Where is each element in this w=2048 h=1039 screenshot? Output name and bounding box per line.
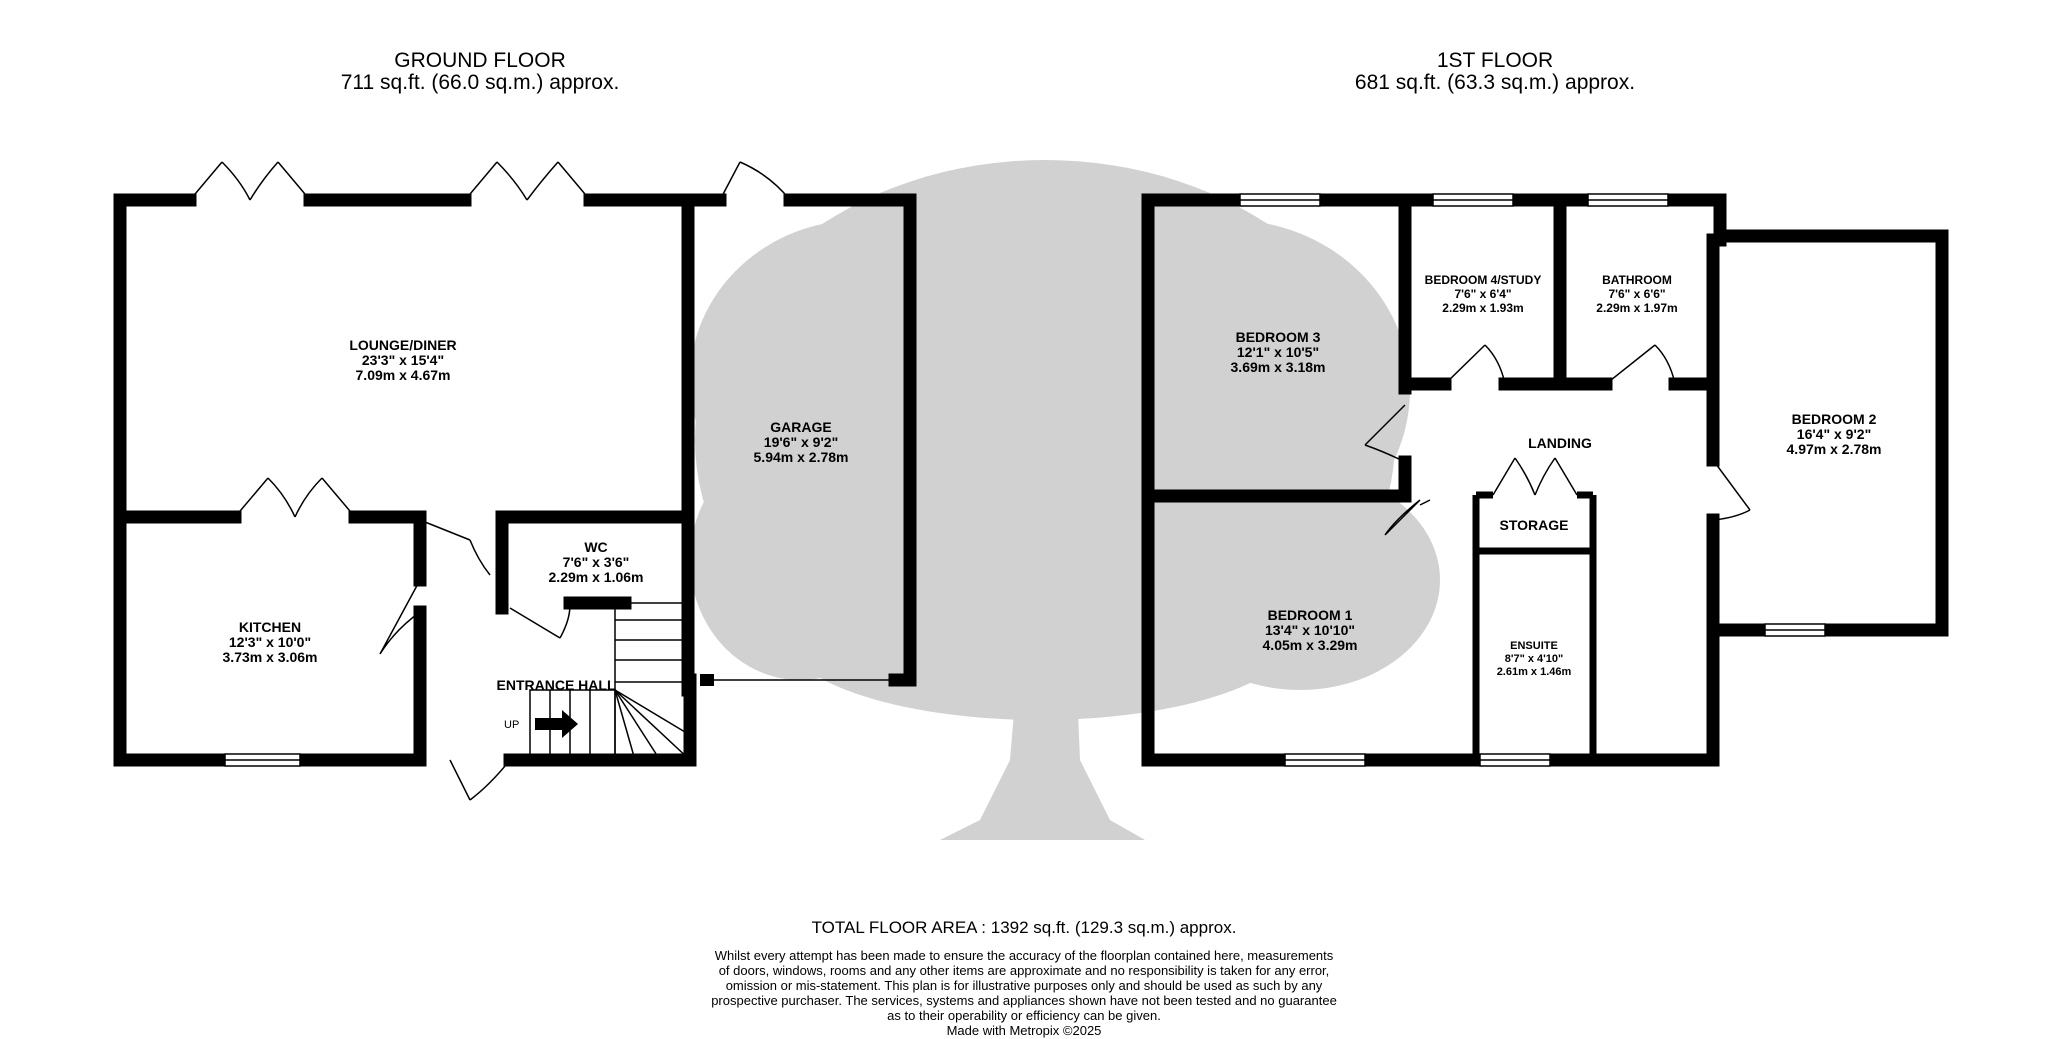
room-bedroom-2 — [1787, 412, 1882, 457]
ground-floor-title: GROUND FLOOR — [394, 49, 566, 72]
room-name: LOUNGE/DINER — [349, 337, 457, 353]
room-name: GARAGE — [770, 419, 832, 435]
room-metric: 4.97m x 2.78m — [1786, 441, 1882, 457]
room-kitchen — [223, 620, 318, 665]
room-bedroom-4-study — [1425, 273, 1542, 315]
room-name: KITCHEN — [238, 619, 302, 635]
room-metric: 2.29m x 1.93m — [1442, 301, 1524, 315]
room-imperial: 7'6" x 6'6" — [1608, 287, 1666, 301]
room-imperial: 12'1" x 10'5" — [1236, 344, 1320, 360]
room-name: BEDROOM 4/STUDY — [1424, 273, 1542, 287]
room-metric: 2.61m x 1.46m — [1496, 666, 1572, 678]
room-metric: 7.09m x 4.67m — [355, 367, 451, 383]
room-imperial: 8'7" x 4'10" — [1504, 653, 1564, 665]
room-storage — [1500, 518, 1569, 533]
room-bathroom — [1596, 273, 1677, 315]
ground-floor-header — [280, 50, 680, 94]
disclaimer-line: of doors, windows, rooms and any other items are approximate and no responsibility is taken for any error, — [718, 963, 1330, 978]
first-floor-header — [1295, 50, 1695, 94]
room-name: ENSUITE — [1510, 640, 1558, 652]
first-floor-thin-walls — [1476, 495, 1593, 760]
room-metric: 4.05m x 3.29m — [1262, 637, 1358, 653]
room-metric: 2.29m x 1.06m — [548, 569, 644, 585]
room-metric: 3.73m x 3.06m — [222, 649, 318, 665]
made-with-credit: Made with Metropix ©2025 — [946, 1023, 1102, 1038]
room-name: BEDROOM 1 — [1267, 607, 1353, 623]
room-metric: 2.29m x 1.97m — [1596, 301, 1678, 315]
room-name: BEDROOM 3 — [1235, 329, 1321, 345]
room-imperial: 12'3" x 10'0" — [228, 634, 312, 650]
room-wc — [549, 540, 644, 585]
stairs-arrow — [535, 710, 578, 738]
room-imperial: 7'6" x 6'4" — [1454, 287, 1512, 301]
disclaimer-line: omission or mis-statement. This plan is for illustrative purposes only and should be used as such by any — [725, 978, 1323, 993]
room-imperial: 19'6" x 9'2" — [763, 434, 839, 450]
total-floor-area: TOTAL FLOOR AREA : 1392 sq.ft. (129.3 sq.m.) approx. — [811, 918, 1237, 937]
room-lounge-diner — [349, 338, 456, 383]
stairs-up-label: UP — [504, 719, 520, 731]
first-floor-title: 1ST FLOOR — [1436, 49, 1554, 72]
ground-windows — [225, 754, 300, 766]
room-metric: 3.69m x 3.18m — [1230, 359, 1326, 375]
room-imperial: 23'3" x 15'4" — [361, 352, 445, 368]
disclaimer-line: prospective purchaser. The services, systems and appliances shown have not been tested and no guarantee — [711, 993, 1337, 1008]
room-name: WC — [584, 539, 608, 555]
room-imperial: 13'4" x 10'10" — [1264, 622, 1355, 638]
room-landing — [1528, 436, 1592, 451]
ground-floor-area: 711 sq.ft. (66.0 sq.m.) approx. — [340, 71, 620, 94]
room-imperial: 7'6" x 3'6" — [562, 554, 630, 570]
room-name: BEDROOM 2 — [1791, 411, 1877, 427]
room-name: LANDING — [1528, 435, 1592, 451]
room-metric: 5.94m x 2.78m — [753, 449, 849, 465]
disclaimer-line: as to their operability or efficiency can be given. — [887, 1008, 1161, 1023]
room-entrance-hall — [497, 678, 616, 693]
room-name: STORAGE — [1499, 517, 1569, 533]
room-imperial: 16'4" x 9'2" — [1796, 426, 1872, 442]
room-bedroom-1 — [1263, 608, 1358, 653]
room-name: BATHROOM — [1602, 273, 1672, 287]
disclaimer-line: Whilst every attempt has been made to ensure the accuracy of the floorplan contained here, measurements — [714, 948, 1334, 963]
room-name: ENTRANCE HALL — [496, 677, 616, 693]
room-bedroom-3 — [1231, 330, 1326, 375]
room-garage — [754, 420, 849, 465]
disclaimer — [624, 948, 1424, 1038]
room-ensuite — [1497, 640, 1572, 679]
first-floor-area: 681 sq.ft. (63.3 sq.m.) approx. — [1354, 71, 1636, 94]
